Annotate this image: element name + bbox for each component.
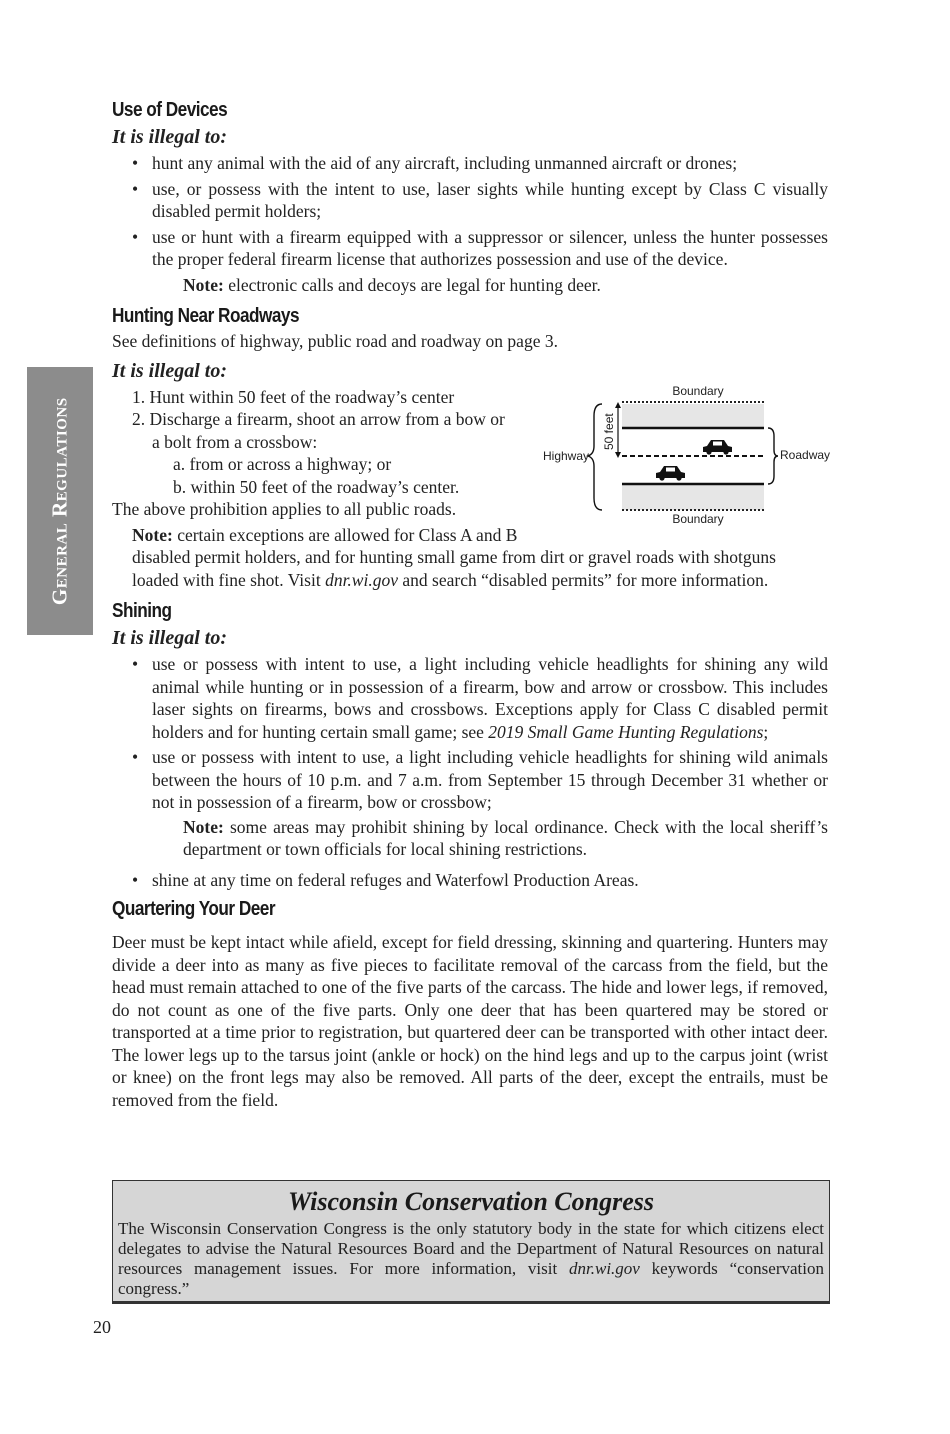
boundary-zone-bottom <box>622 484 764 510</box>
distance-label: 50 feet <box>602 413 616 450</box>
note-text: certain exceptions are allowed for Class A and B <box>172 524 518 545</box>
list-subitem: b. within 50 feet of the roadway’s center. <box>173 476 460 497</box>
shining-note <box>152 816 828 861</box>
wisconsin-conservation-congress-box <box>112 1180 830 1304</box>
quartering-heading: Quartering Your Deer <box>112 898 276 920</box>
roadways-heading: Hunting Near Roadways <box>112 305 300 327</box>
list-item: 2. Discharge a firearm, shoot an arrow from a bow or <box>132 409 505 429</box>
roadway-brace <box>768 428 778 484</box>
note-text: loaded with fine shot. Visit <box>132 569 326 590</box>
roadways-note <box>112 524 828 592</box>
devices-illegal-subhead: It is illegal to: <box>112 126 227 148</box>
note-label: Note: <box>132 524 173 545</box>
list-item <box>112 746 828 861</box>
roadways-illegal-subhead: It is illegal to: <box>112 359 227 382</box>
note-label: Note: <box>183 274 224 295</box>
use-of-devices-section <box>112 96 828 296</box>
note-text: and search “disabled permits” for more information. <box>398 569 769 590</box>
page-number: 20 <box>93 1317 111 1337</box>
list-item-continued: a bolt from a crossbow: <box>152 431 318 452</box>
note-text: disabled permit holders, and for hunting small game from dirt or gravel roads with shotguns <box>132 547 776 567</box>
list-item: • hunt any animal with the aid of any aircraft, including unmanned aircraft or drones; <box>112 152 828 175</box>
boundary-label-top: Boundary <box>672 384 724 398</box>
devices-list <box>112 152 828 271</box>
highway-label: Highway <box>543 449 590 463</box>
wcc-text: The Wisconsin Conservation Congress is the only statutory body in the state for which citizens elect delegates to advise the Natural Resources Board and the Department of Natural Resources on natural resources management issues. For more information, visit <box>118 1219 824 1278</box>
note-label: Note: <box>183 816 224 837</box>
list-item: • use, or possess with the intent to use, laser sights while hunting except by Class C visually disabled permit holders; <box>112 178 828 223</box>
wcc-text: keywords “conservation congress.” <box>118 1259 824 1298</box>
small-game-reference: 2019 Small Game Hunting Regulations <box>488 721 764 742</box>
note-text: some areas may prohibit shining by local ordinance. Check with the local sheriff’s department or town officials for local shining restrictions. <box>183 816 828 859</box>
bullet-text: use or possess with intent to use, a light including vehicle headlights for shining wild animals between the hours of 10 p.m. and 7 a.m. from September 15 through December 31 whether or not in possession of a firearm, bow or crossbow; <box>152 747 828 812</box>
use-of-devices-heading: Use of Devices <box>112 99 228 121</box>
page-content <box>112 96 831 1111</box>
side-tab-label: General Regulations <box>47 397 72 605</box>
quartering-body: Deer must be kept intact while afield, except for field dressing, skinning and quartering. Hunters may divide a deer into as many as five pieces to facilitate removal of the carcass from the field, but the head must remain attached to one of the five parts of the carcass. The hide and lower legs, if removed, do not count as one of the five parts. Only one deer that has been quartered may be stored or transported at a time prior to registration, but quartered deer can be transported with other intact deer. The lower legs up to the tarsus joint (ankle or hock) on the hind legs and up to the carpus joint (wrist or knee) on the front legs may also be removed. All parts of the deer, except the entrails, must be removed from the field. <box>112 932 828 1110</box>
side-tab <box>27 367 93 635</box>
car-icon <box>703 440 732 455</box>
boundary-label-bottom: Boundary <box>672 512 724 526</box>
shining-illegal-subhead: It is illegal to: <box>112 627 227 649</box>
wcc-title: Wisconsin Conservation Congress <box>287 1187 655 1216</box>
shining-section <box>112 597 828 891</box>
roadway-label: Roadway <box>780 448 831 462</box>
dnr-link[interactable]: dnr.wi.gov <box>325 569 398 590</box>
roadways-intro: See definitions of highway, public road and roadway on page 3. <box>112 331 558 351</box>
list-item: • shine at any time on federal refuges and Waterfowl Production Areas. <box>112 869 828 892</box>
bullet-text: ; <box>763 721 769 742</box>
roadway-diagram <box>542 380 832 530</box>
roadways-applies: The above prohibition applies to all public roads. <box>112 499 457 519</box>
boundary-zone-top <box>622 404 764 428</box>
list-item: • use or hunt with a firearm equipped with a suppressor or silencer, unless the hunter possesses the proper federal firearm license that authorizes possession and use of the device. <box>112 226 828 271</box>
list-item <box>112 653 828 743</box>
shining-list <box>112 653 828 891</box>
bullet-text: use or possess with intent to use, a light including vehicle headlights for shining any wild animal while hunting or in possession of a firearm, bow and arrow or crossbow. This includes laser sights on firearms, bows and crossbows. Exceptions apply for Class C disabled permit holders and for hunting certain small game; see <box>152 654 828 742</box>
car-icon <box>656 466 685 481</box>
shining-heading: Shining <box>112 600 172 622</box>
note-text: electronic calls and decoys are legal for hunting deer. <box>223 274 601 295</box>
list-subitem: a. from or across a highway; or <box>173 454 392 474</box>
list-item: 1. Hunt within 50 feet of the roadway’s center <box>132 386 455 407</box>
quartering-section <box>112 895 828 1111</box>
wcc-body <box>118 1219 824 1299</box>
devices-note <box>112 274 828 297</box>
highway-brace <box>588 404 602 510</box>
dnr-link[interactable]: dnr.wi.gov <box>569 1259 640 1278</box>
